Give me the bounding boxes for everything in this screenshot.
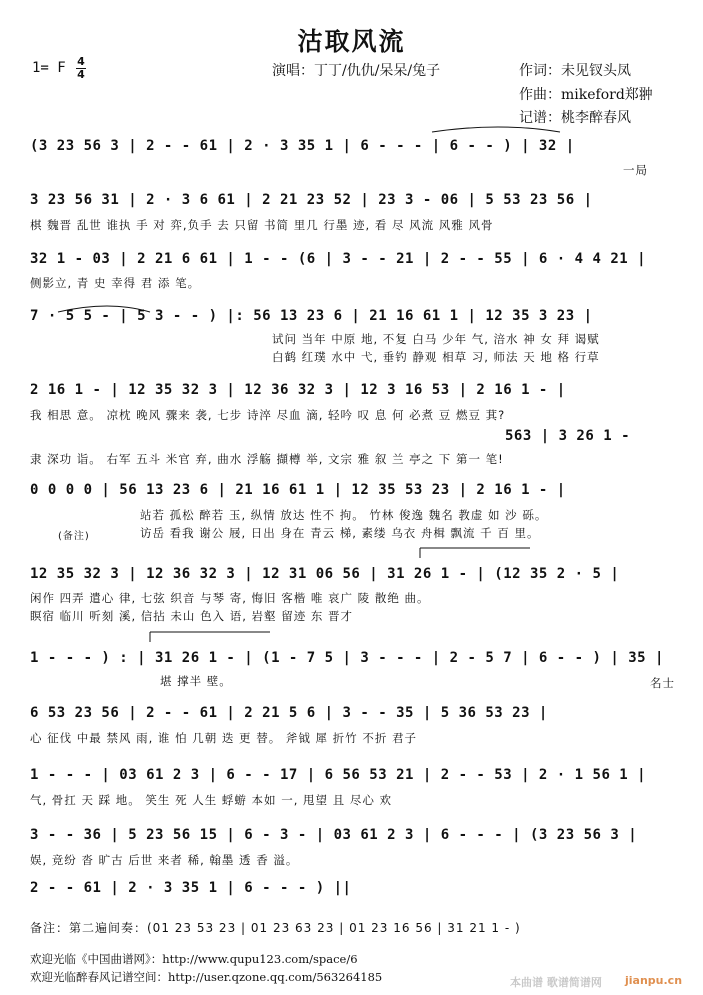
score-notes-row-5: 2 16 1 - | 12 35 32 3 | 12 36 32 3 | 12 3 16 53 | 2 16 1 - | <box>30 382 566 398</box>
lyrics-row-2: 棋 魏晋 乱世 谁执 手 对 弈,负手 去 只留 书简 里几 行墨 迹, 看 尽 风流 风雅 风骨 <box>30 218 494 232</box>
lyrics-row-7-verse-1: 站若 孤松 醉若 玉, 纵情 放达 性不 拘。 竹林 俊逸 魏名 教虚 如 沙 砾。 <box>140 508 548 522</box>
aside-note: (备注) <box>58 531 90 542</box>
time-signature-bottom: 4 <box>77 68 85 81</box>
score-notes-row-8: 12 35 32 3 | 12 36 32 3 | 12 31 06 56 | 31 26 1 - | (12 35 2 · 5 | <box>30 566 620 582</box>
time-signature-top: 4 <box>77 55 85 68</box>
score-notes-row-6: 563 | 3 26 1 - <box>505 428 631 444</box>
watermark-text: 本曲谱 歌谱简谱网 <box>510 976 602 989</box>
key-signature: 1= F <box>32 60 66 76</box>
lyrics-row-12: 娱, 竞纷 沓 旷古 后世 来者 稀, 翰墨 透 香 溢。 <box>30 853 299 867</box>
lyricist-credit: 作词：未见钗头凤 <box>519 63 631 79</box>
score-notes-row-4: 7 · 5 5 - | 5 3 - - ) |: 56 13 23 6 | 21 16 61 1 | 12 35 3 23 | <box>30 308 593 324</box>
score-notes-row-10: 6 53 23 56 | 2 - - 61 | 2 21 5 6 | 3 - - 35 | 5 36 53 23 | <box>30 705 548 721</box>
score-notes-row-2: 3 23 56 31 | 2 · 3 6 61 | 2 21 23 52 | 23 3 - 06 | 5 53 23 56 | <box>30 192 593 208</box>
lyrics-row-1: 一局 <box>623 163 648 177</box>
lyrics-row-4-verse-1: 试问 当年 中原 地, 不复 白马 少年 气, 涪水 神 女 拜 谒赋 <box>272 332 600 346</box>
score-notes-row-1: (3 23 56 3 | 2 - - 61 | 2 · 3 35 1 | 6 - - - | 6 - - ) | 32 | <box>30 138 575 154</box>
lyrics-row-11: 气, 骨扛 天 踩 地。 笑生 死 人生 蜉蝣 本如 一, 甩望 且 尽心 欢 <box>30 793 392 807</box>
lyrics-row-3: 侧影立, 青 史 幸得 君 添 笔。 <box>30 276 201 290</box>
score-notes-row-3: 32 1 - 03 | 2 21 6 61 | 1 - - (6 | 3 - - 21 | 2 - - 55 | 6 · 4 4 21 | <box>30 251 647 267</box>
singer-credit: 演唱：丁丁/仇仇/呆呆/兔子 <box>272 63 441 79</box>
slur-mark <box>58 306 150 312</box>
lyrics-row-7-verse-2: 访岳 看我 谢公 屐, 日出 身在 青云 梯, 素缕 乌衣 舟楫 飘流 千 百 里。 <box>140 526 540 540</box>
lyrics-row-6: 隶 深功 诣。 右军 五斗 米官 弃, 曲水 浮觞 擷樽 举, 文宗 雅 叙 兰 亭之 下 第一 笔! <box>30 452 504 466</box>
lyrics-row-8-verse-1: 闲作 四弄 遣心 律, 七弦 织音 与琴 寄, 悔旧 客楷 唯 哀广 陵 散绝 曲。 <box>30 591 430 605</box>
score-notes-row-13: 2 - - 61 | 2 · 3 35 1 | 6 - - - ) || <box>30 880 352 896</box>
score-notes-row-9: 1 - - - ) : | 31 26 1 - | (1 - 7 5 | 3 - - - | 2 - 5 7 | 6 - - ) | 35 | <box>30 650 664 666</box>
remark: 备注：第二遍间奏：(01 23 53 23 | 01 23 63 23 | 01 23 16 56 | 31 21 1 - ) <box>30 921 521 935</box>
lyrics-row-9-end: 名士 <box>650 676 675 690</box>
watermark-site: jianpu.cn <box>625 974 683 987</box>
lyrics-row-10: 心 征伐 中最 禁风 雨, 谁 怕 几朝 迭 更 替。 斧钺 犀 折竹 不折 君子 <box>30 731 417 745</box>
lyrics-row-8-verse-2: 瞑宿 临川 听刻 溪, 信拈 未山 色入 语, 岩壑 留迹 东 晋才 <box>30 609 354 623</box>
composer-credit: 作曲：mikeford郑翀 <box>519 87 653 103</box>
transcriber-credit: 记谱：桃李醉春风 <box>519 110 631 126</box>
score-notes-row-11: 1 - - - | 03 61 2 3 | 6 - - 17 | 6 56 53 21 | 2 - - 53 | 2 · 1 56 1 | <box>30 767 647 783</box>
lyrics-row-5: 我 相思 意。 凉枕 晚风 骤来 袭, 七步 诗淬 尽血 滴, 轻吟 叹 息 何 必煮 豆 燃豆 萁? <box>30 408 506 422</box>
lyrics-row-4-verse-2: 白鹤 红璞 水中 弋, 垂钓 静观 相草 习, 师法 天 地 格 行草 <box>272 350 600 364</box>
score-notes-row-7: 0 0 0 0 | 56 13 23 6 | 21 16 61 1 | 12 35 53 23 | 2 16 1 - | <box>30 482 566 498</box>
footer-link-1[interactable]: 欢迎光临《中国曲谱网》：http://www.qupu123.com/space/6 <box>30 952 358 966</box>
lyrics-row-9: 堪 撑半 壁。 <box>160 674 232 688</box>
page-title: 沽取风流 <box>297 27 406 56</box>
slur-mark <box>432 127 560 132</box>
footer-link-2[interactable]: 欢迎光临醉春风记谱空间：http://user.qzone.qq.com/563264185 <box>30 970 383 984</box>
score-notes-row-12: 3 - - 36 | 5 23 56 15 | 6 - 3 - | 03 61 2 3 | 6 - - - | (3 23 56 3 | <box>30 827 638 843</box>
